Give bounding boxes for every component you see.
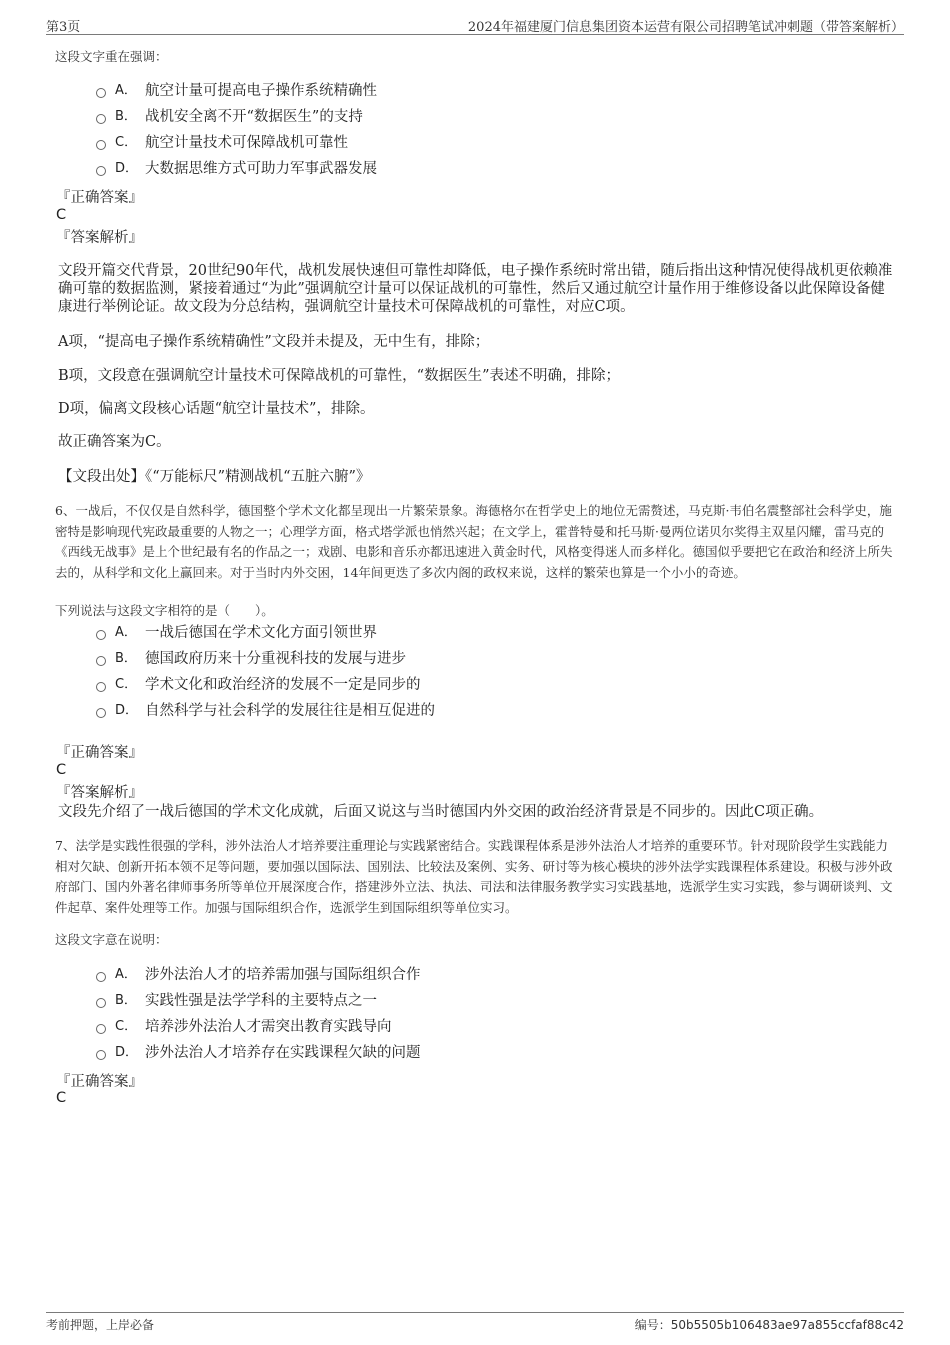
q5-option-b[interactable]: B． 战机安全离不开“数据医生”的支持 [96, 106, 363, 128]
page-header [46, 14, 904, 35]
q6-option-b[interactable]: B． 德国政府历来十分重视科技的发展与进步 [96, 648, 406, 670]
q7-option-d[interactable]: D． 涉外法治人才培养存在实践课程欠缺的问题 [96, 1042, 421, 1064]
q7-answer-label: 『正确答案』 [56, 1074, 143, 1090]
q5-analysis-b: B项，文段意在强调航空计量技术可保障战机的可靠性，“数据医生”表述不明确，排除； [58, 368, 620, 384]
q5-analysis-a: A项，“提高电子操作系统精确性”文段并未提及，无中生有，排除； [58, 334, 490, 350]
radio-icon[interactable] [96, 1050, 106, 1060]
page-number: 第3页 [46, 20, 81, 35]
radio-icon[interactable] [96, 656, 106, 666]
radio-icon[interactable] [96, 630, 106, 640]
q6-passage: 6、一战后，不仅仅是自然科学，德国整个学术文化都呈现出一片繁荣景象。海德格尔在哲学史上的地位无需赘述，马克斯·韦伯名震整部社会科学史，施密特是影响现代宪政最重要的人物之一；心理学方面，格式塔学派也悄然兴起；在文学上，霍普特曼和托马斯·曼两位诺贝尔奖得主双星闪耀，雷马克的《西线无战事》是上个世纪最有名的作品之一；戏剧、电影和音乐亦都迅速进入黄金时代，风格变得迷人而多样化。德国似乎要把它在政治和经济上所失去的，从科学和文化上赢回来。对于当时内外交困，14年间更迭了多次内阁的政权来说，这样的繁荣也算是一个小小的奇迹。 [55, 503, 893, 580]
q6-option-d[interactable]: D． 自然科学与社会科学的发展往往是相互促进的 [96, 700, 435, 722]
radio-icon[interactable] [96, 166, 106, 176]
q6-option-c[interactable]: C． 学术文化和政治经济的发展不一定是同步的 [96, 674, 421, 696]
radio-icon[interactable] [96, 114, 106, 124]
q5-stem: 这段文字重在强调： [55, 49, 168, 64]
footer-slogan: 考前押题，上岸必备 [46, 1318, 155, 1332]
q5-answer: C [56, 207, 67, 223]
radio-icon[interactable] [96, 708, 106, 718]
q7-option-c[interactable]: C． 培养涉外法治人才需突出教育实践导向 [96, 1016, 392, 1038]
radio-icon[interactable] [96, 1024, 106, 1034]
q6-stem: 下列说法与这段文字相符的是（ ）。 [55, 603, 274, 618]
q6-analysis-label: 『答案解析』 [56, 785, 143, 801]
q7-passage: 7、法学是实践性很强的学科，涉外法治人才培养要注重理论与实践紧密结合。实践课程体系是涉外法治人才培养的重要环节。针对现阶段学生实践能力相对欠缺、创新开拓本领不足等问题，要加强以国际法、国别法、比较法及案例、实务、研讨等为核心模块的涉外法学实践课程体系建设。积极与涉外政府部门、国内外著名律师事务所等单位开展深度合作，搭建涉外立法、执法、司法和法律服务教学实习实践基地，选派学生实习实践，参与调研谈判、文件起草、案件处理等工作。加强与国际组织合作，选派学生到国际组织等单位实习。 [55, 838, 893, 915]
code-value: 50b5505b106483ae97a855ccfaf88c42 [670, 1318, 904, 1332]
radio-icon[interactable] [96, 140, 106, 150]
q6-analysis: 文段先介绍了一战后德国的学术文化成就，后面又说这与当时德国内外交困的政治经济背景是不同步的。因此C项正确。 [58, 804, 824, 820]
code-label: 编号： [634, 1318, 671, 1332]
q5-answer-label: 『正确答案』 [56, 190, 143, 206]
page-footer [46, 1312, 904, 1335]
document-code [635, 1316, 904, 1333]
q5-analysis-conclusion: 故正确答案为C。 [58, 434, 171, 450]
q5-analysis-label: 『答案解析』 [56, 230, 143, 246]
radio-icon[interactable] [96, 88, 106, 98]
q6-answer-label: 『正确答案』 [56, 745, 143, 761]
q7-option-b[interactable]: B． 实践性强是法学学科的主要特点之一 [96, 990, 377, 1012]
q5-source: 【文段出处】《“万能标尺”精测战机“五脏六腑”》 [58, 469, 371, 485]
q5-option-a[interactable]: A． 航空计量可提高电子操作系统精确性 [96, 80, 377, 102]
radio-icon[interactable] [96, 682, 106, 692]
q5-analysis-d: D项，偏离文段核心话题“航空计量技术”，排除。 [58, 401, 375, 417]
q7-option-a[interactable]: A． 涉外法治人才的培养需加强与国际组织合作 [96, 964, 421, 986]
q5-option-c[interactable]: C． 航空计量技术可保障战机可靠性 [96, 132, 348, 154]
radio-icon[interactable] [96, 972, 106, 982]
document-title: 2024年福建厦门信息集团资本运营有限公司招聘笔试冲刺题（带答案解析） [467, 20, 904, 35]
q6-answer: C [56, 762, 67, 778]
q5-analysis-paragraph: 文段开篇交代背景，20世纪90年代，战机发展快速但可靠性却降低，电子操作系统时常出错，随后指出这种情况使得战机更依赖准确可靠的数据监测，紧接着通过“为此”强调航空计量可以保证战机的可靠性，然后又通过航空计量作用于维修设备以此保障设备健康进行举例论证。故文段为分总结构，强调航空计量技术可保障战机的可靠性，对应C项。 [58, 263, 893, 315]
q7-answer: C [56, 1090, 67, 1106]
q6-option-a[interactable]: A． 一战后德国在学术文化方面引领世界 [96, 622, 377, 644]
q7-stem: 这段文字意在说明： [55, 932, 168, 947]
q5-option-d[interactable]: D． 大数据思维方式可助力军事武器发展 [96, 158, 377, 180]
radio-icon[interactable] [96, 998, 106, 1008]
